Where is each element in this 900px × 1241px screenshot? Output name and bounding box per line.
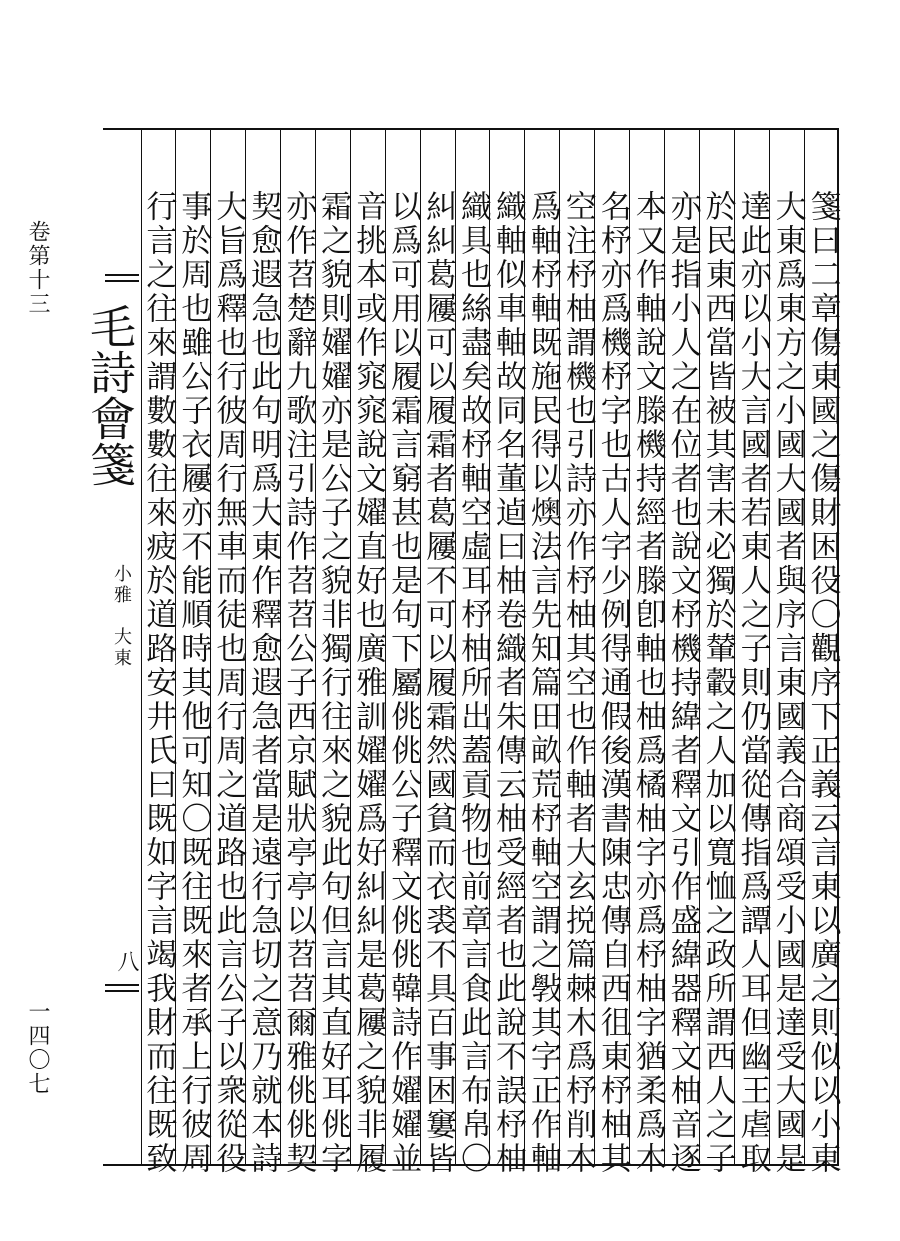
column-text: 空注杼柚謂機也引詩亦作杼柚其空也作軸者大玄捝篇棘木爲杼削木 bbox=[559, 190, 596, 1176]
text-column bbox=[769, 128, 806, 1176]
volume-label: 卷第十三 bbox=[25, 220, 50, 316]
column-text: 霜之貌則嬥嬥亦是公子之貌非獨行往來之貌此句但言其直好耳佻字 bbox=[315, 190, 352, 1176]
column-text: 亦是指小人之在位者也說文杼機持緯者釋文引作盛緯器釋文柚音逐 bbox=[664, 190, 701, 1176]
fold-gutter bbox=[83, 128, 142, 1166]
text-column bbox=[210, 128, 247, 1176]
column-text: 箋曰二章傷東國之傷財困役〇觀序下正義云言東以廣之則似以小東 bbox=[804, 190, 841, 1176]
text-column bbox=[594, 128, 631, 1176]
column-text: 達此亦以小大言國者若東人之子則仍當從傳指爲譚人耳但幽王虐取 bbox=[734, 190, 771, 1176]
column-text: 名杼亦爲機杼字也古人字少例得通假後漢書陳忠傳自西徂東杼柚其 bbox=[594, 190, 631, 1176]
column-text: 大東爲東方之小國大國者與序言東國義合商頌受小國是達受大國是 bbox=[769, 190, 806, 1176]
gutter-rule-lower bbox=[105, 984, 139, 986]
text-column bbox=[280, 128, 317, 1176]
text-column bbox=[559, 128, 596, 1176]
column-text: 行言之往來謂數數往來疲於道路安井氏曰既如字言竭我財而往既致 bbox=[140, 190, 177, 1176]
text-column bbox=[629, 128, 666, 1176]
column-text: 本又作軸說文滕機持經者滕卽軸也柚爲橘柚字亦爲杼柚字猶柔爲木 bbox=[629, 190, 666, 1176]
column-text: 於民東西當皆被其害未必獨於輦轂之人加以寬恤之政所謂西人之子 bbox=[699, 190, 736, 1176]
text-column bbox=[140, 128, 177, 1176]
text-column bbox=[385, 128, 422, 1176]
gutter-rule-upper-2 bbox=[105, 280, 139, 282]
column-text: 織具也絲盡矣故杼軸空虛耳杼柚所出蓋貢物也前章言食此言布帛〇 bbox=[454, 190, 491, 1176]
text-column bbox=[699, 128, 736, 1176]
text-column bbox=[350, 128, 387, 1176]
column-text: 事於周也雖公子衣屨亦不能順時其他可知〇既往既來者承上行彼周 bbox=[175, 190, 212, 1176]
text-column bbox=[315, 128, 352, 1176]
gutter-rule-lower-2 bbox=[105, 990, 139, 992]
book-title: 毛詩會箋 bbox=[83, 303, 137, 487]
gutter-rule-upper bbox=[105, 274, 139, 276]
text-column bbox=[245, 128, 282, 1176]
column-text: 糾糾葛屨可以履霜者葛屨不可以履霜然國貧而衣裘不具百事困窶皆 bbox=[420, 190, 457, 1176]
leaf-number: 八 bbox=[114, 950, 139, 972]
column-text: 音挑本或作窕窕說文嬥直好也廣雅訓嬥嬥爲好糾糾是葛屨之貌非履 bbox=[350, 190, 387, 1176]
column-text: 亦作苕楚辭九歌注引詩作苕苕公子西京賦狀亭亭以苕苕爾雅佻佻契 bbox=[280, 190, 317, 1176]
section-label: 小雅 大東 bbox=[111, 564, 132, 669]
text-column bbox=[734, 128, 771, 1176]
column-text: 以爲可用以履霜言窮甚也是句下屬佻佻公子釋文佻佻韓詩作嬥嬥並 bbox=[385, 190, 422, 1176]
text-frame bbox=[83, 128, 841, 1176]
page-number: 一四〇七 bbox=[25, 1000, 50, 1096]
text-column bbox=[489, 128, 526, 1176]
text-column bbox=[664, 128, 701, 1176]
text-column bbox=[454, 128, 491, 1176]
column-text: 爲軸杼軸既施民得以燠法言先知篇田畝荒杼軸空謂之斅其字正作軸 bbox=[524, 190, 561, 1176]
text-column bbox=[175, 128, 212, 1176]
column-text: 大旨爲釋也行彼周行無車而徒也周行周之道路也此言公子以衆從役 bbox=[210, 190, 247, 1176]
column-text: 契愈遐急也此句明爲大東作釋愈遐急者當是遠行急切之意乃就本詩 bbox=[245, 190, 282, 1176]
text-column bbox=[524, 128, 561, 1176]
column-text: 織軸似車軸故同名董逌曰柚卷織者朱傳云柚受經者也此說不誤杼柚 bbox=[489, 190, 526, 1176]
text-column bbox=[420, 128, 457, 1176]
text-column bbox=[804, 128, 841, 1176]
text-columns bbox=[140, 128, 841, 1176]
